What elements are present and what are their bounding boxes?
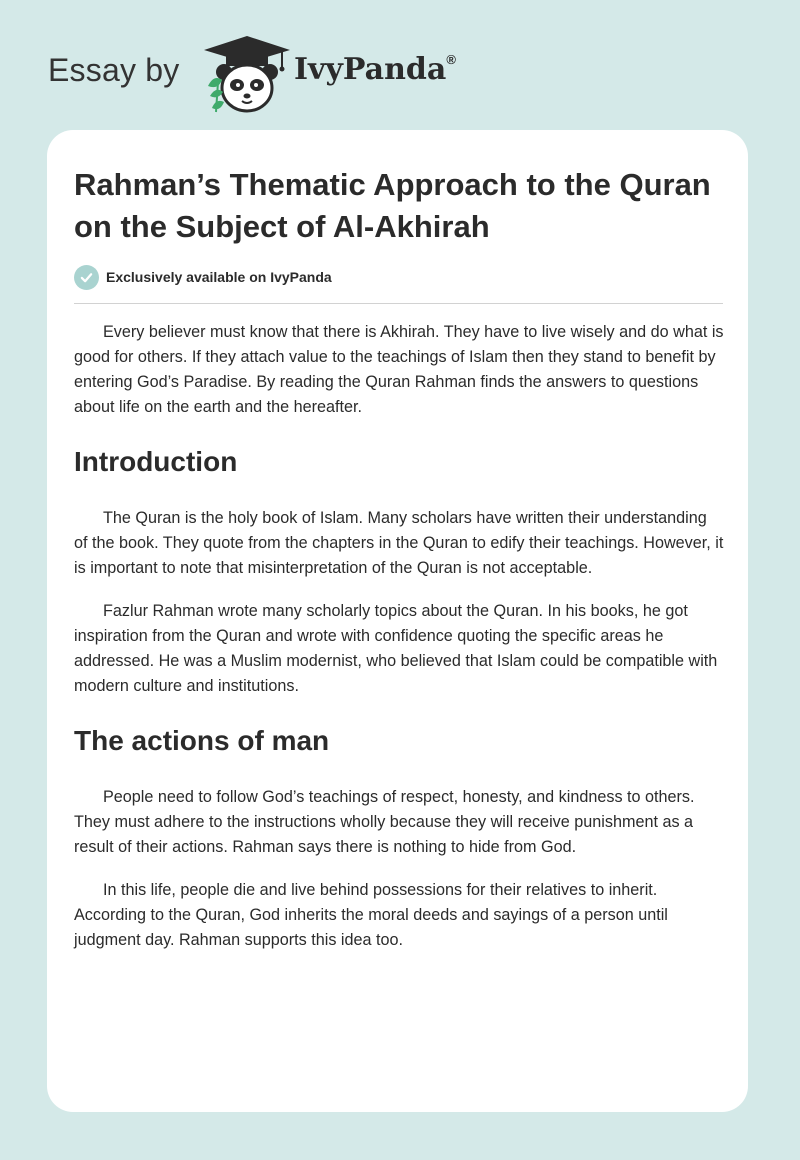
- brand-prefix: Essay by: [48, 52, 180, 88]
- paragraph: The Quran is the holy book of Islam. Many scholars have written their understanding of the book. They quote from the chapters in the Quran to edify their teachings. However, it is important to note that misinterpretation of the Quran is not acceptable.: [74, 509, 724, 577]
- paragraph: People need to follow God’s teachings of respect, honesty, and kindness to others. They must adhere to the instructions wholly because they will receive punishment as a result of their actions. Rahman says there is nothing to hide from God.: [74, 788, 695, 856]
- divider: [74, 303, 723, 304]
- check-icon: [74, 265, 99, 290]
- paragraph: In this life, people die and live behind possessions for their relatives to inherit. According to the Quran, God inherits the moral deeds and sayings of a person until judgment day. Rahman supports this idea too.: [74, 881, 668, 949]
- paragraph: Fazlur Rahman wrote many scholarly topics about the Quran. In his books, he got inspiration from the Quran and wrote with confidence quoting the specific areas he addressed. He was a Muslim modernist, who believed that Islam could be compatible with modern culture and institutions.: [74, 602, 718, 695]
- exclusive-badge: [74, 264, 332, 290]
- essay-title: Rahman’s Thematic Approach to the Quran on the Subject of Al-Akhirah: [74, 167, 711, 244]
- brand-name-text: IvyPanda: [294, 52, 447, 87]
- section-heading-introduction: Introduction: [74, 446, 238, 477]
- badge-text: Exclusively available on IvyPanda: [106, 269, 332, 285]
- essay-body: [74, 320, 724, 971]
- brand-header: [48, 28, 548, 118]
- essay-card: [47, 130, 748, 1112]
- section-heading-actions-of-man: The actions of man: [74, 725, 330, 756]
- brand-name: [294, 52, 456, 87]
- registered-mark: ®: [446, 52, 456, 67]
- intro-paragraph: Every believer must know that there is Akhirah. They have to live wisely and do what is good for others. If they attach value to the teachings of Islam then they stand to benefit by entering God’s Paradise. By reading the Quran Rahman finds the answers to questions about life on the earth and the hereafter.: [74, 323, 724, 416]
- panda-graduate-icon: [202, 28, 292, 118]
